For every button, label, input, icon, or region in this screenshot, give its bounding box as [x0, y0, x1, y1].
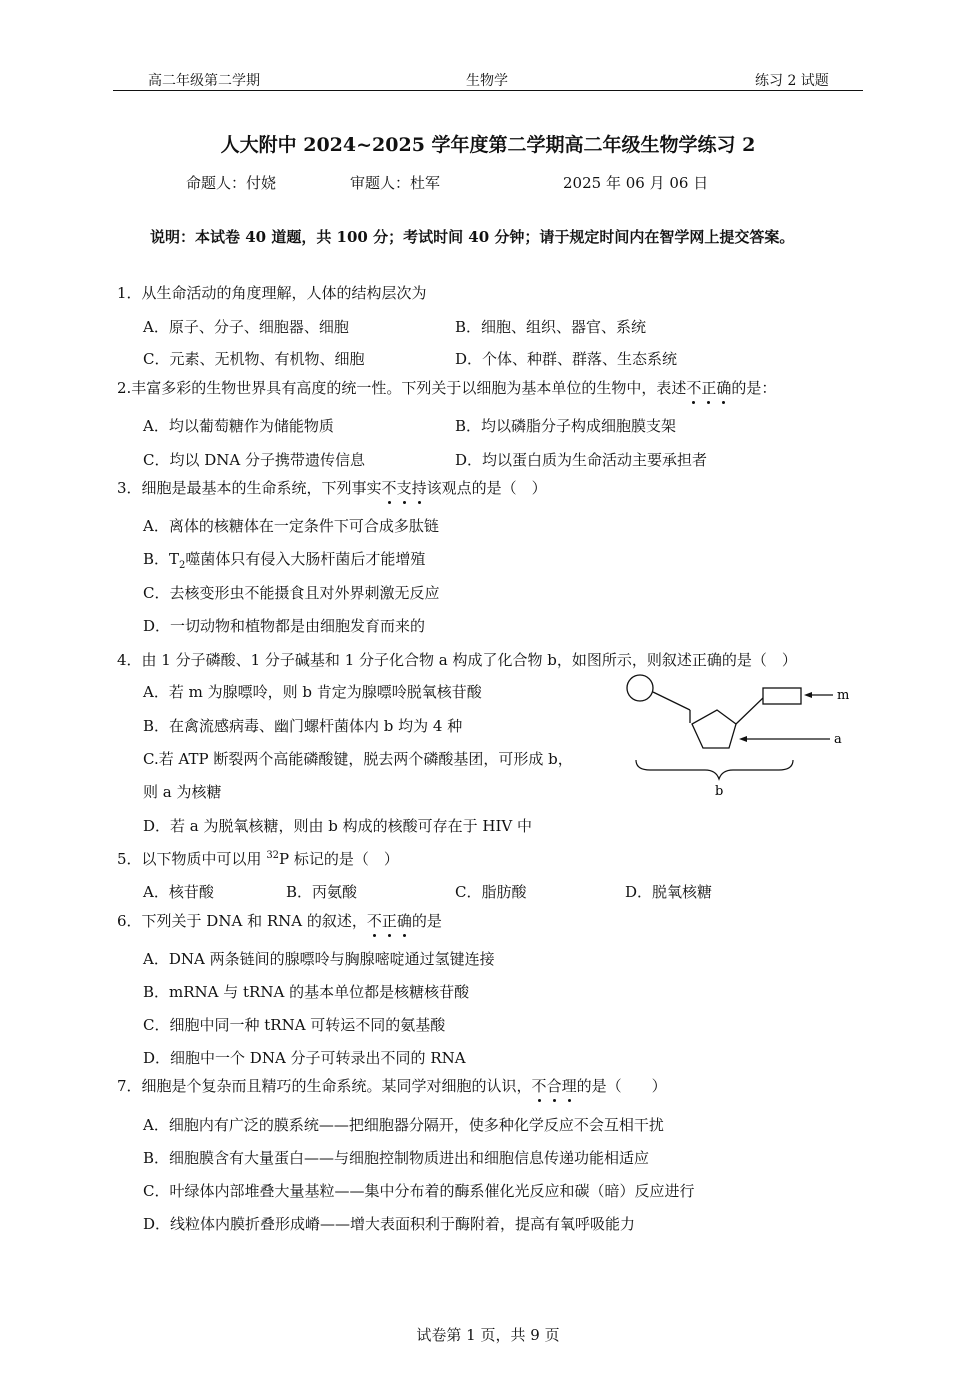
header-center: 生物学 — [466, 73, 508, 89]
q1-option-a: A．原子、分子、细胞器、细胞 — [143, 318, 349, 336]
q4-option-d: D．若 a 为脱氧核糖，则由 b 构成的核酸可存在于 HIV 中 — [143, 817, 533, 835]
q6-option-c: C．细胞中同一种 tRNA 可转运不同的氨基酸 — [143, 1016, 446, 1034]
label-b: b — [715, 784, 724, 799]
setter: 命题人：付娆 — [186, 174, 277, 192]
base-rect — [763, 688, 801, 704]
q2-option-c: C．均以 DNA 分子携带遗传信息 — [143, 451, 365, 469]
q7-option-a: A．细胞内有广泛的膜系统——把细胞器分隔开，使多种化学反应不会互相干扰 — [143, 1116, 664, 1134]
q1-option-c: C．元素、无机物、有机物、细胞 — [143, 350, 365, 368]
label-m: m — [837, 688, 850, 703]
header-right: 练习 2 试题 — [755, 73, 829, 89]
q2-stem: 2.丰富多彩的生物世界具有高度的统一性。下列关于以细胞为基本单位的生物中，表述不正确的是： — [117, 379, 777, 397]
brace-b — [636, 760, 793, 779]
q2-option-b: B．均以磷脂分子构成细胞膜支架 — [455, 417, 677, 435]
reviewer: 审题人：杜军 — [350, 174, 441, 192]
label-a: a — [834, 732, 842, 747]
q4-option-a: A．若 m 为腺嘌呤，则 b 肯定为腺嘌呤脱氧核苷酸 — [143, 683, 482, 701]
q5-option-c: C．脂肪酸 — [455, 883, 527, 901]
q6-option-a: A．DNA 两条链间的腺嘌呤与胸腺嘧啶通过氢键连接 — [143, 950, 495, 968]
q7-option-b: B．细胞膜含有大量蛋白——与细胞控制物质进出和细胞信息传递功能相适应 — [143, 1149, 650, 1167]
header-left: 高二年级第二学期 — [148, 73, 260, 89]
q6-option-b: B．mRNA 与 tRNA 的基本单位都是核糖核苷酸 — [143, 983, 470, 1001]
q2-option-a: A．均以葡萄糖作为储能物质 — [143, 417, 334, 435]
instructions: 说明：本试卷 40 道题，共 100 分；考试时间 40 分钟；请于规定时间内在智学网上提交答案。 — [150, 228, 795, 246]
arrow-a-head — [739, 736, 747, 742]
q6-option-d: D．细胞中一个 DNA 分子可转录出不同的 RNA — [143, 1049, 466, 1067]
q6-stem: 6．下列关于 DNA 和 RNA 的叙述，不正确的是 — [117, 912, 442, 930]
q2-option-d: D．均以蛋白质为生命活动主要承担者 — [455, 451, 708, 469]
nucleotide-diagram — [620, 668, 860, 803]
q4-stem: 4．由 1 分子磷酸、1 分子碱基和 1 分子化合物 a 构成了化合物 b，如图所示，则叙述正确的是（ ） — [117, 651, 797, 669]
page-title: 人大附中 2024~2025 学年度第二学期高二年级生物学练习 2 — [220, 134, 756, 156]
q3-option-c: C．去核变形虫不能摄食且对外界刺激无反应 — [143, 584, 440, 602]
q4-option-b: B．在禽流感病毒、幽门螺杆菌体内 b 均为 4 种 — [143, 717, 463, 735]
q5-stem: 5．以下物质中可以用 $^{32}$P 标记的是（ ） — [117, 850, 399, 868]
q3-option-b: B．$T_2$噬菌体只有侵入大肠杆菌后才能增殖 — [143, 550, 426, 571]
q7-stem: 7．细胞是个复杂而且精巧的生命系统。某同学对细胞的认识，不合理的是（ ） — [117, 1077, 667, 1095]
arrow-m-head — [804, 692, 812, 698]
phosphate-bond — [653, 692, 690, 710]
date: 2025 年 06 月 06 日 — [563, 174, 709, 192]
q5-option-a: A．核苷酸 — [143, 883, 214, 901]
q4-option-c-line2: 则 a 为核糖 — [143, 783, 222, 801]
pentose-ring — [692, 710, 736, 748]
phosphate-circle — [627, 675, 653, 701]
q4-option-c-line1: C.若 ATP 断裂两个高能磷酸键，脱去两个磷酸基团，可形成 b， — [143, 750, 573, 768]
q1-option-d: D．个体、种群、群落、生态系统 — [455, 350, 678, 368]
q3-option-d: D．一切动物和植物都是由细胞发育而来的 — [143, 617, 426, 635]
base-bond — [736, 698, 763, 724]
q1-stem: 1．从生命活动的角度理解，人体的结构层次为 — [117, 284, 427, 302]
q3-stem: 3．细胞是最基本的生命系统，下列事实不支持该观点的是（ ） — [117, 479, 547, 497]
q5-option-b: B．丙氨酸 — [286, 883, 358, 901]
page-footer: 试卷第 1 页，共 9 页 — [416, 1326, 560, 1344]
q5-option-d: D．脱氧核糖 — [625, 883, 713, 901]
q1-option-b: B．细胞、组织、器官、系统 — [455, 318, 647, 336]
q3-option-a: A．离体的核糖体在一定条件下可合成多肽链 — [143, 517, 439, 535]
q7-option-d: D．线粒体内膜折叠形成嵴——增大表面积利于酶附着，提高有氧呼吸能力 — [143, 1215, 636, 1233]
header-rule — [113, 90, 863, 91]
q7-option-c: C．叶绿体内部堆叠大量基粒——集中分布着的酶系催化光反应和碳（暗）反应进行 — [143, 1182, 695, 1200]
